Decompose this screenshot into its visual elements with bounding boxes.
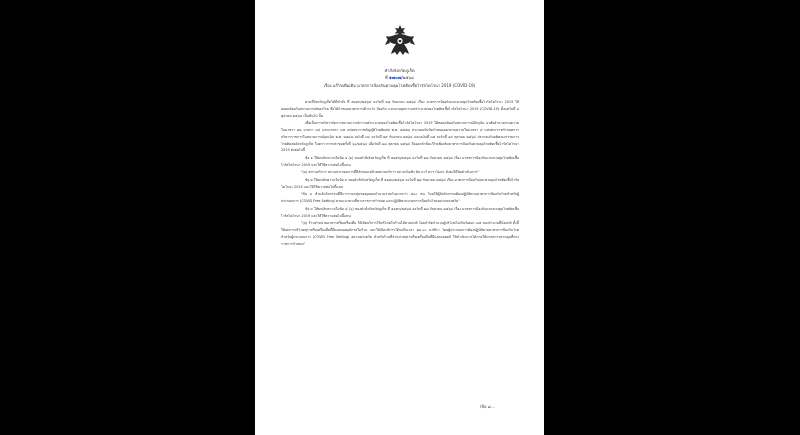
paragraph: ตามที่จังหวัดภูเก็ตได้มีคำสั่ง ที่ ๕๑๙๓/๒๕๖๔ ลงวันที่ ๒๗ กันยายน ๒๕๖๔ เรื่อง มาตรการป้องกันและควบคุมโรคติดเชื้อไวรัสโคโรนา 2019 ให้สอดคล้องกับสถานการณ์ของโรค ซึ่งได้กำหนดมาตรการเฝ้าระวัง ป้องกัน และควบคุมการแพร่ระบาดของโรคติดเชื้อไวรัสโคโรนา 2019 (COVID-19) ตั้งแต่วันที่ ๑ ตุลาคม ๒๕๖๔ เป็นต้นไป นั้น (281, 100, 519, 118)
paragraph: ข้อ ๒ ให้ยกเลิกความในข้อ ๓ ของคำสั่งจังหวัดภูเก็ต ที่ ๕๑๙๓/๒๕๖๔ ลงวันที่ ๒๗ กันยายน ๒๕๖๔ เรื่อง มาตรการป้องกันและควบคุมโรคติดเชื้อไวรัสโคโรนา 2019 และให้ใช้ความต่อไปนี้แทน (281, 177, 519, 189)
paragraph: "(๑) สถานบริการ สถานประกอบการที่มีลักษณะคล้ายสถานบริการ สถานบันเทิง ผับ บาร์ คาราโอเกะ ยังคงให้ปิดดำเนินการ" (301, 170, 480, 175)
page-continuation: /ข้อ ๔... (480, 404, 495, 409)
order-number-label: ที่ (385, 75, 388, 80)
paragraph: ข้อ ๓ ให้ยกเลิกความในข้อ ๔ (๖) ของคำสั่งจังหวัดภูเก็ต ที่ ๕๑๙๓/๒๕๖๔ ลงวันที่ ๒๗ กันยายน ๒๕๖๔ เรื่อง มาตรการป้องกันและควบคุมโรคติดเชื้อไวรัสโคโรนา 2019 และให้ใช้ความต่อไปนี้แทน (281, 206, 519, 218)
document-page (255, 0, 544, 435)
order-number: ๑๗๐๗ (388, 76, 402, 81)
paragraph: "(๖) ร้านจำหน่ายอาหารหรือเครื่องดื่ม ให้เปิดบริการให้บริโภคในร้านได้ตามปกติ โดยจำกัดจำนวนผู้บริโภคไม่เกินร้อยละ ๗๕ ของจำนวนที่นั่งปกติ ทั้งนี้ให้งดการบริโภคสุราหรือเครื่องดื่มที่มีแอลกอฮอล์ภายในร้าน และให้เปิดบริการได้จนถึงเวลา ๒๓.๐๐ นาฬิกา โดยผู้ประกอบการต้องปฏิบัติตามมาตรการป้องกันโรคสำหรับผู้ประกอบการ (COVID Free Setting) อย่างเคร่งครัด สำหรับร้านที่จำหน่ายสุราหรือเครื่องดื่มที่มีแอลกอฮอล์ ให้ดำเนินการได้ภายใต้มาตรการควบคุมที่ทางราชการกำหนด" (281, 221, 519, 246)
paragraph: ข้อ ๑ ให้ยกเลิกความในข้อ ๑ (๑) ของคำสั่งจังหวัดภูเก็ต ที่ ๕๑๙๓/๒๕๖๔ ลงวันที่ ๒๗ กันยายน ๒๕๖๔ เรื่อง มาตรการป้องกันและควบคุมโรคติดเชื้อไวรัสโคโรนา 2019 และให้ใช้ความต่อไปนี้แทน (281, 155, 519, 167)
paragraph: เพื่อเป็นการบริหารจัดการสถานการณ์การแพร่ระบาดของโรคติดเชื้อไวรัสโคโรนา 2019 ให้สอดคล้องกับสถานการณ์ปัจจุบัน อาศัยอำนาจตามความในมาตรา ๒๒ มาตรา ๓๔ และมาตรา ๓๕ แห่งพระราชบัญญัติโรคติดต่อ พ.ศ. ๒๕๕๘ ประกอบกับข้อกำหนดออกตามความในมาตรา ๙ แห่งพระราชกำหนดการบริหารราชการในสถานการณ์ฉุกเฉิน พ.ศ. ๒๕๔๘ ฉบับที่ ๓๔ ลงวันที่ ๒๙ กันยายน ๒๕๖๔ และฉบับที่ ๓๕ ลงวันที่ ๑๔ ตุลาคม ๒๕๖๔ ประกอบกับมติคณะกรรมการโรคติดต่อจังหวัดภูเก็ต ในคราวการประชุมครั้งที่ ๖๐/๒๕๖๔ เมื่อวันที่ ๑๘ ตุลาคม ๒๕๖๔ จึงออกคำสั่งแก้ไขเพิ่มเติมมาตรการป้องกันควบคุมโรคติดเชื้อไวรัสโคโรนา 2019 ดังต่อไปนี้ (281, 121, 519, 153)
document-body (281, 99, 519, 248)
paragraph: "ข้อ ๓ ห้ามจัดกิจกรรมที่มีการรวมกลุ่มของบุคคลจำนวนรวมกันมากกว่า ๕๐๐ คน โดยให้ผู้จัดกิจกรรมต้องปฏิบัติตามมาตรการป้องกันโรคสำหรับผู้ประกอบการ (COVID Free Setting) ตามแนวทางที่ทางราชการกำหนด และปฏิบัติตามมาตรการป้องกันโรคอย่างเคร่งครัด" (281, 192, 519, 204)
order-year: /๒๕๖๔ (401, 75, 414, 80)
order-title: คำสั่งจังหวัดภูเก็ต (384, 68, 415, 73)
order-subject: เรื่อง แก้ไขเพิ่มเติม มาตรการป้องกันควบคุมโรคติดเชื้อไวรัสโคโรนา 2019 (COVID-19) (323, 83, 476, 88)
order-number-line (255, 74, 544, 81)
garuda-emblem-icon (384, 23, 416, 57)
